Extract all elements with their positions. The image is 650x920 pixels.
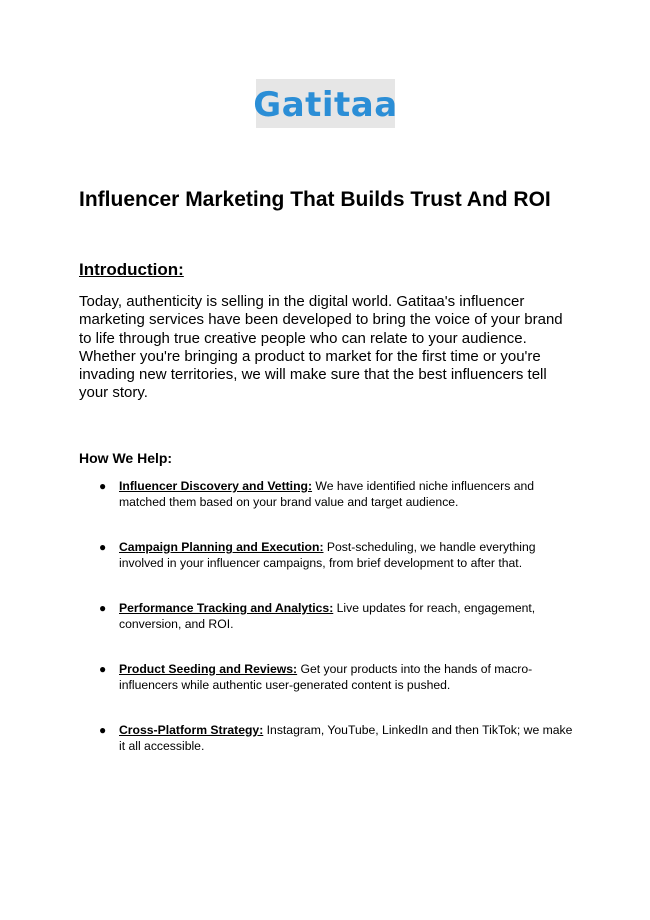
service-name: Campaign Planning and Execution:: [119, 540, 324, 554]
service-name: Performance Tracking and Analytics:: [119, 601, 334, 615]
bullet-icon: ●: [99, 723, 107, 737]
service-description: Instagram, YouTube, LinkedIn and then TikTok; we make it all accessible.: [119, 723, 573, 753]
service-description: Live updates for reach, engagement, conversion, and ROI.: [119, 601, 536, 631]
service-name: Cross-Platform Strategy:: [119, 723, 264, 737]
bullet-icon: ●: [99, 601, 107, 615]
services-list: [79, 479, 579, 784]
list-item: [79, 479, 579, 540]
page-title: Influencer Marketing That Builds Trust And ROI: [79, 188, 551, 211]
list-item: [79, 540, 579, 601]
introduction-paragraph: Today, authenticity is selling in the digital world. Gatitaa's influencer marketing services have been developed to bring the voice of your brand to life through true creative people who can relate to your audience. Whether you're bringing a product to market for the first time or you're invading new territories, we will make sure that the best influencers tell your story.: [79, 293, 563, 402]
service-name: Influencer Discovery and Vetting:: [119, 479, 313, 493]
bullet-icon: ●: [99, 479, 107, 493]
bullet-icon: ●: [99, 540, 107, 554]
list-item: [79, 601, 579, 662]
list-item: [79, 662, 579, 723]
service-description: We have identified niche influencers and matched them based on your brand value and target audience.: [119, 479, 535, 509]
service-name: Product Seeding and Reviews:: [119, 662, 298, 676]
service-description: Get your products into the hands of macro-influencers while authentic user-generated content is pushed.: [119, 662, 533, 692]
bullet-icon: ●: [99, 662, 107, 676]
service-description: Post-scheduling, we handle everything involved in your influencer campaigns, from brief development to after that.: [119, 540, 536, 570]
logo: [253, 79, 398, 128]
logo-text: Gatitaa: [253, 84, 398, 125]
how-we-help-heading: How We Help:: [79, 450, 173, 466]
list-item: [79, 723, 579, 784]
introduction-heading: Introduction:: [79, 260, 184, 279]
